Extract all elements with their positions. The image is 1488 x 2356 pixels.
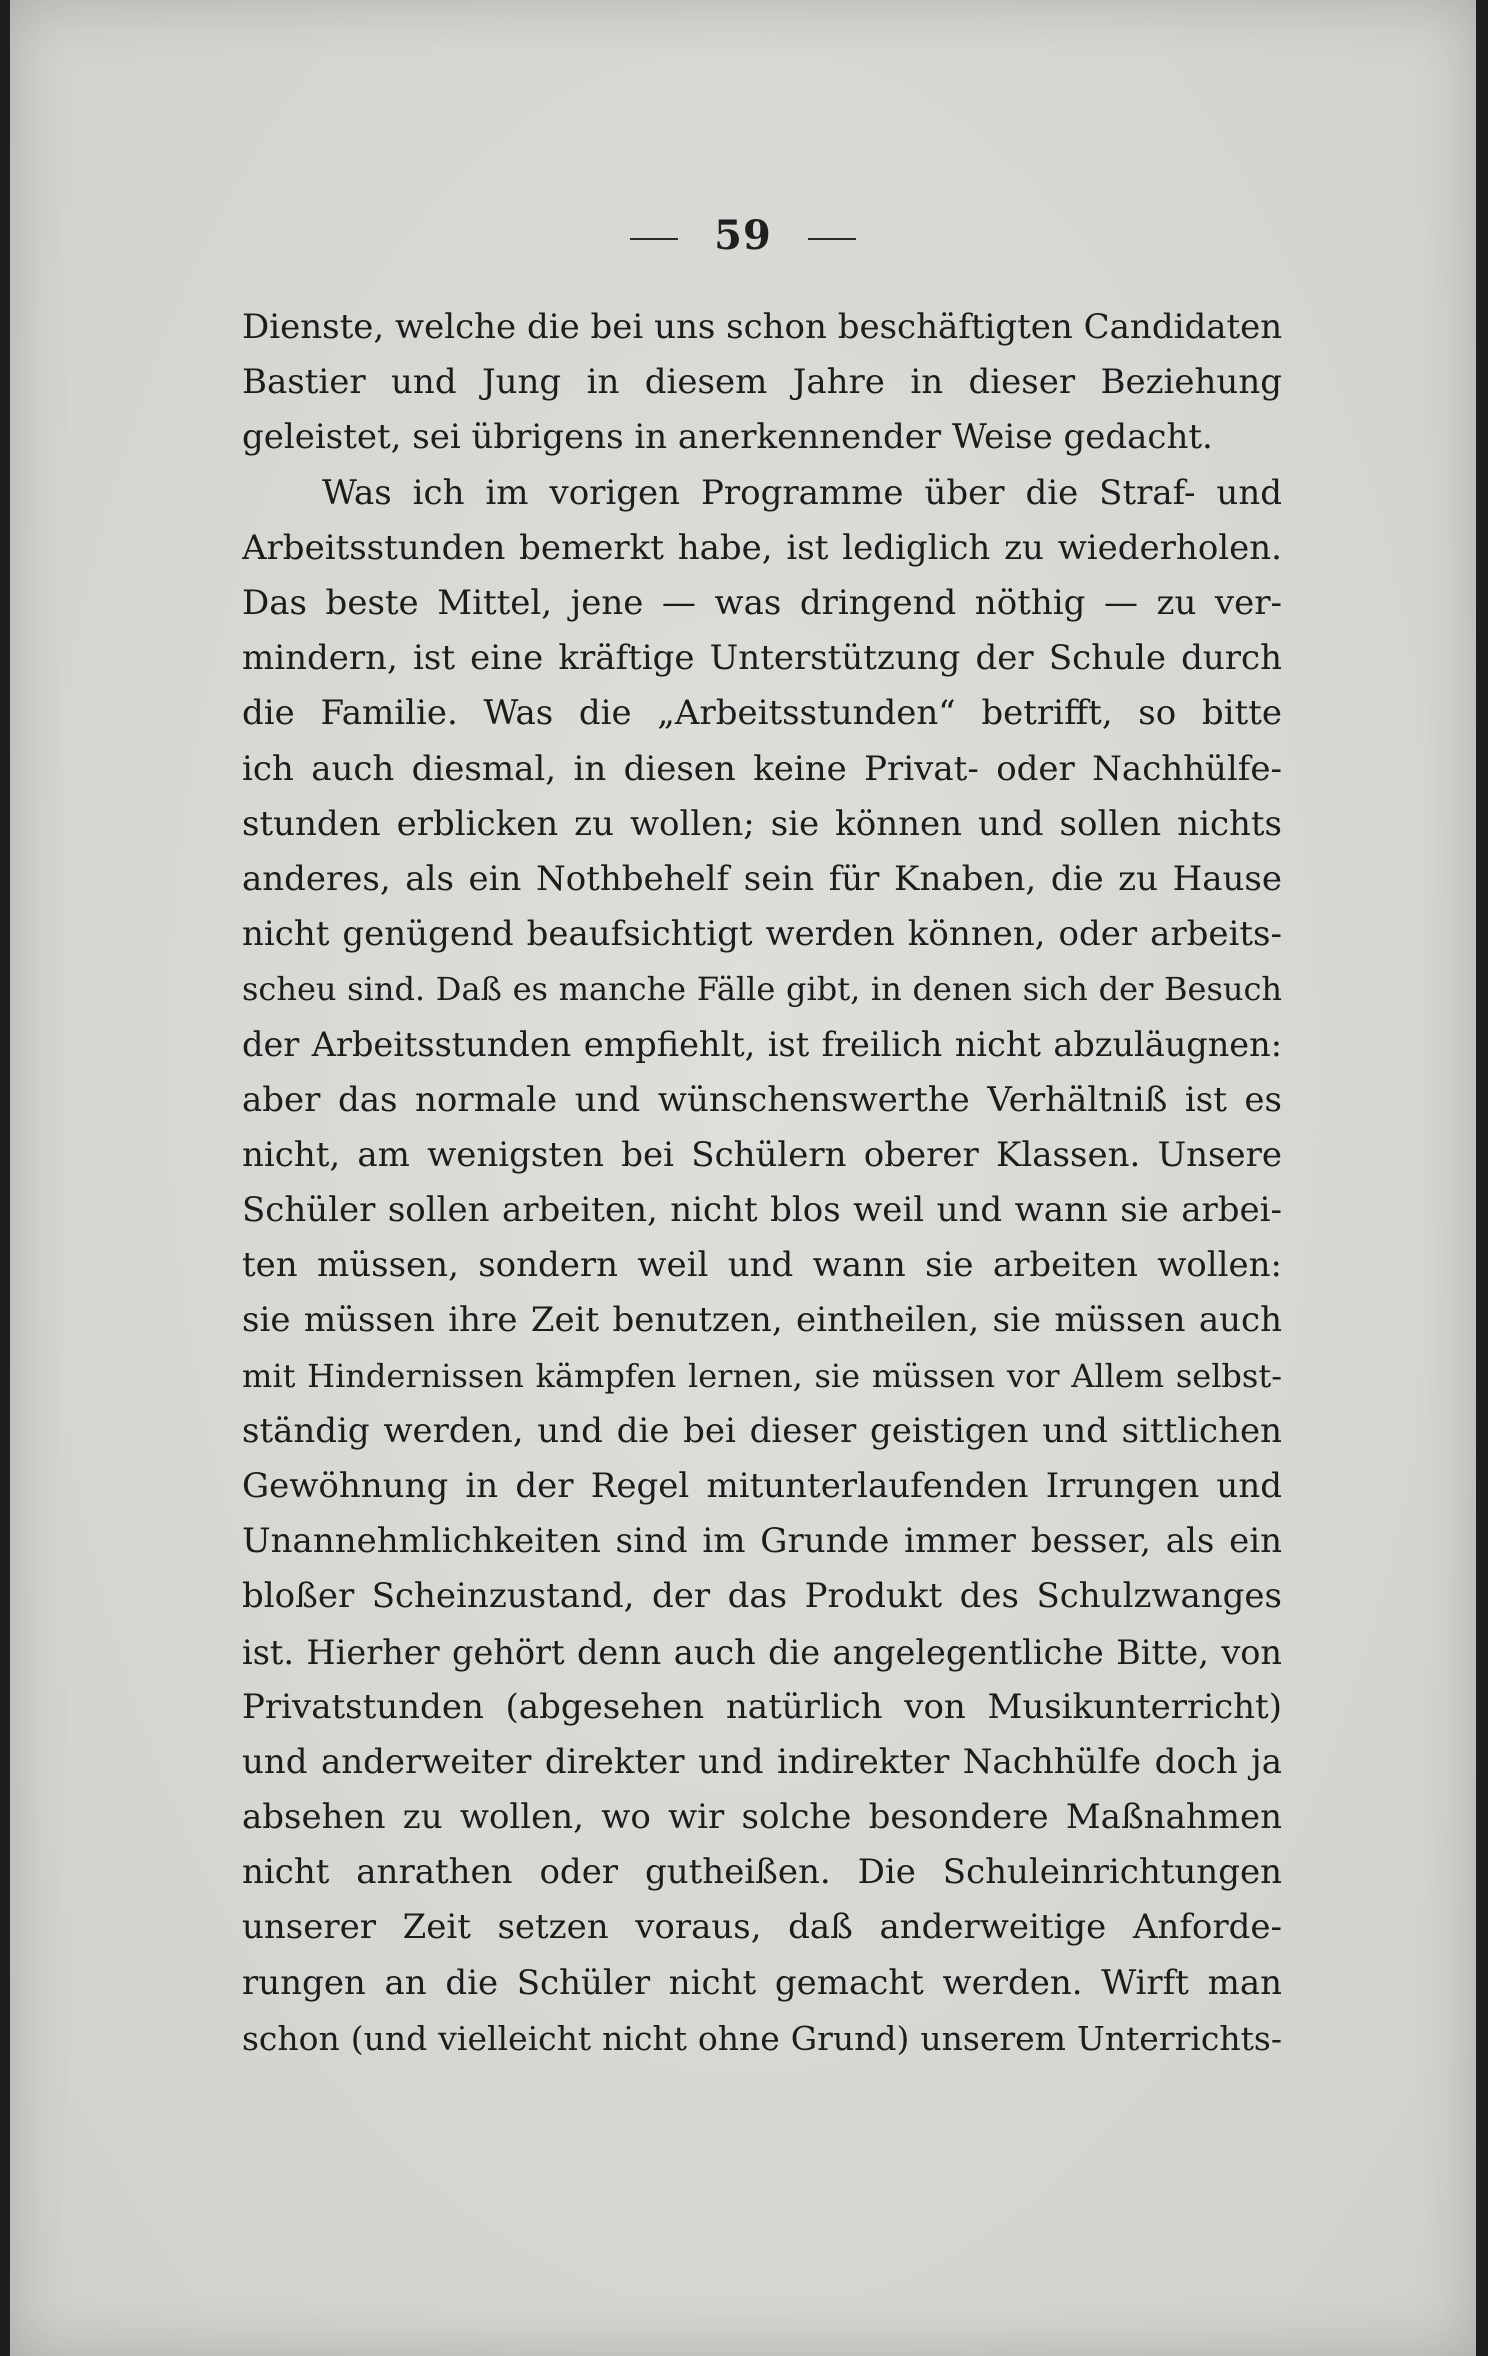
text-line: nicht genügend beaufsichtigt werden können, oder arbeits- bbox=[242, 914, 1282, 955]
text-line: rungen an die Schüler nicht gemacht werden. Wirft man bbox=[242, 1962, 1282, 2003]
text-line: die Familie. Was die „Arbeitsstunden“ betrifft, so bitte bbox=[242, 693, 1282, 734]
text-line: Arbeitsstunden bemerkt habe, ist lediglich zu wiederholen. bbox=[242, 527, 1282, 568]
text-line: ich auch diesmal, in diesen keine Privat- oder Nachhülfe- bbox=[242, 748, 1282, 789]
text-line: nicht anrathen oder gutheißen. Die Schuleinrichtungen bbox=[242, 1852, 1282, 1893]
text-line: nicht, am wenigsten bei Schülern oberer Klassen. Unsere bbox=[242, 1134, 1282, 1175]
right-dash bbox=[808, 238, 856, 240]
text-line: mindern, ist eine kräftige Unterstützung der Schule durch bbox=[242, 638, 1282, 679]
text-line: ten müssen, sondern weil und wann sie arbeiten wollen: bbox=[242, 1245, 1282, 1286]
text-line: Unannehmlichkeiten sind im Grunde immer besser, als ein bbox=[242, 1521, 1282, 1562]
text-line: ist. Hierher gehört denn auch die angelegentliche Bitte, von bbox=[242, 1632, 1282, 1672]
text-line: mit Hindernissen kämpfen lernen, sie müssen vor Allem selbst- bbox=[242, 1356, 1282, 1395]
text-line: Das beste Mittel, jene — was dringend nöthig — zu ver- bbox=[242, 582, 1282, 623]
left-dash bbox=[630, 238, 678, 240]
text-line: scheu sind. Daß es manche Fälle gibt, in denen sich der Besuch bbox=[242, 970, 1282, 1009]
text-line: sie müssen ihre Zeit benutzen, eintheilen, sie müssen auch bbox=[242, 1300, 1282, 1341]
text-line: Gewöhnung in der Regel mitunterlaufenden Irrungen und bbox=[242, 1465, 1282, 1506]
text-line: Was ich im vorigen Programme über die Straf- und bbox=[322, 472, 1282, 513]
text-line: Schüler sollen arbeiten, nicht blos weil und wann sie arbei- bbox=[242, 1190, 1282, 1230]
page-number-header bbox=[10, 212, 1476, 259]
body-text bbox=[242, 300, 1282, 2066]
text-line: anderes, als ein Nothbehelf sein für Knaben, die zu Hause bbox=[242, 858, 1282, 899]
text-line: aber das normale und wünschenswerthe Verhältniß ist es bbox=[242, 1079, 1282, 1120]
text-line: absehen zu wollen, wo wir solche besondere Maßnahmen bbox=[242, 1797, 1282, 1838]
text-line: schon (und vielleicht nicht ohne Grund) unserem Unterrichts- bbox=[242, 2018, 1282, 2058]
text-line: der Arbeitsstunden empfiehlt, ist freilich nicht abzuläugnen: bbox=[242, 1025, 1282, 1065]
text-line: geleistet, sei übrigens in anerkennender Weise gedacht. bbox=[242, 417, 1213, 458]
page-number: 59 bbox=[714, 212, 772, 259]
text-line: ständig werden, und die bei dieser geistigen und sittlichen bbox=[242, 1410, 1282, 1451]
text-line: Dienste, welche die bei uns schon beschäftigten Candidaten bbox=[242, 307, 1282, 347]
book-page bbox=[10, 0, 1476, 2356]
text-line: bloßer Scheinzustand, der das Produkt des Schulzwanges bbox=[242, 1576, 1282, 1617]
text-line: Privatstunden (abgesehen natürlich von Musikunterricht) bbox=[242, 1686, 1282, 1727]
text-line: stunden erblicken zu wollen; sie können und sollen nichts bbox=[242, 803, 1282, 844]
text-line: und anderweiter direkter und indirekter Nachhülfe doch ja bbox=[242, 1741, 1282, 1782]
text-line: Bastier und Jung in diesem Jahre in dieser Beziehung bbox=[242, 362, 1282, 403]
text-line: unserer Zeit setzen voraus, daß anderweitige Anforde- bbox=[242, 1907, 1282, 1948]
